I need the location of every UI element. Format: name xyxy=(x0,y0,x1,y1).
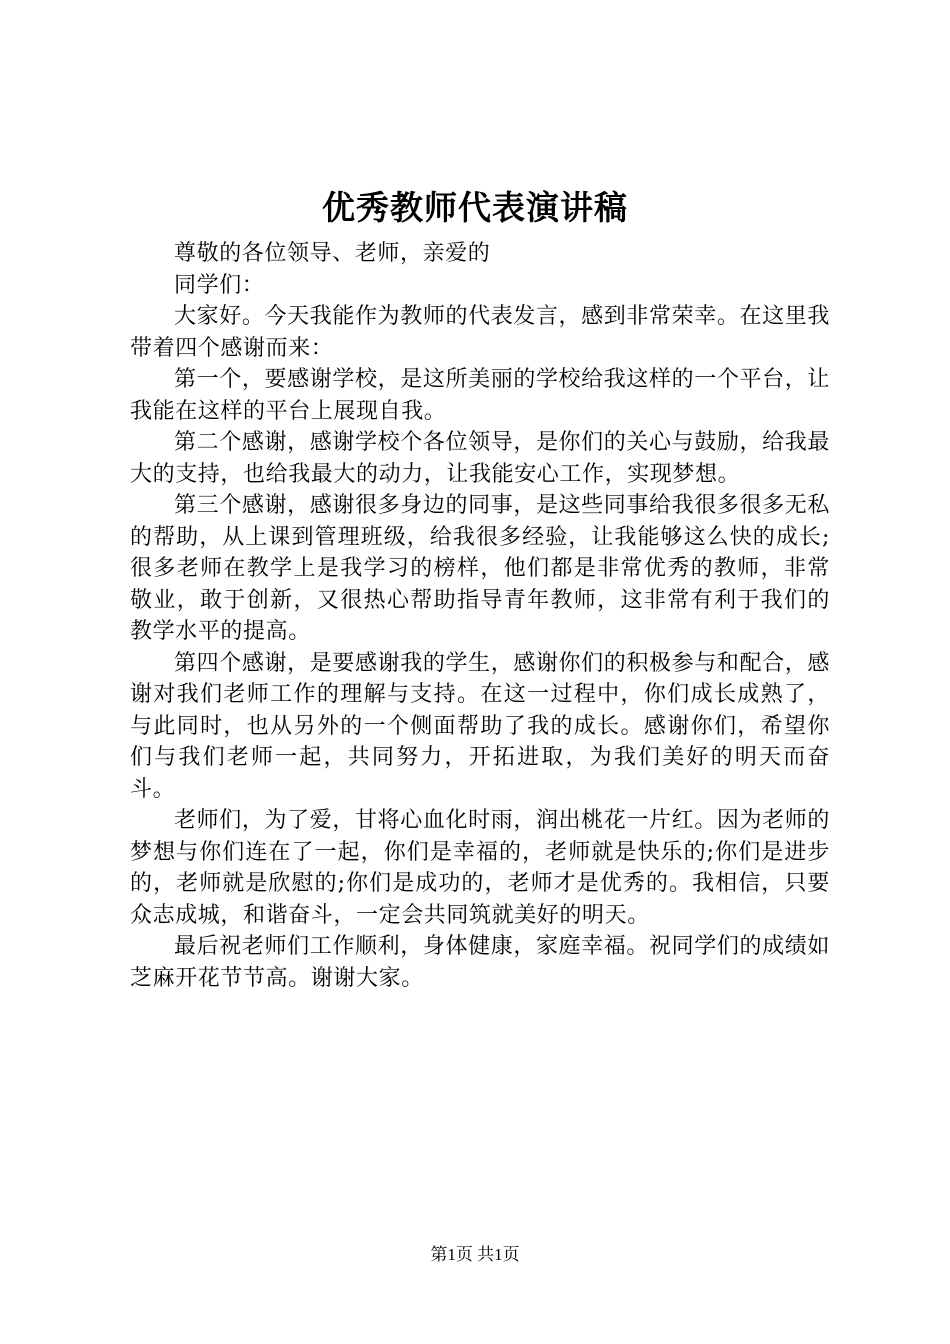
paragraph-thanks-leaders: 第二个感谢，感谢学校个各位领导，是你们的关心与鼓励，给我最大的支持，也给我最大的动力，让我能安心工作，实现梦想。 xyxy=(130,430,830,487)
document-title: 优秀教师代表演讲稿 xyxy=(322,188,628,227)
paragraph-salutation-continued: 同学们： xyxy=(174,272,265,298)
paragraph-greeting: 大家好。今天我能作为教师的代表发言，感到非常荣幸。在这里我带着四个感谢而来： xyxy=(130,304,830,361)
paragraph-thanks-school: 第一个，要感谢学校，是这所美丽的学校给我这样的一个平台，让我能在这样的平台上展现自我。 xyxy=(130,367,830,424)
paragraph-teachers: 老师们，为了爱，甘将心血化时雨，润出桃花一片红。因为老师的梦想与你们连在了一起，你们是幸福的，老师就是快乐的;你们是进步的，老师就是欣慰的;你们是成功的，老师才是优秀的。我相信，只要众志成城，和谐奋斗，一定会共同筑就美好的明天。 xyxy=(130,808,830,928)
paragraph-thanks-colleagues: 第三个感谢，感谢很多身边的同事，是这些同事给我很多很多无私的帮助，从上课到管理班级，给我很多经验，让我能够这么快的成长;很多老师在教学上是我学习的榜样，他们都是非常优秀的教师，非常敬业，敢于创新，又很热心帮助指导青年教师，这非常有利于我们的教学水平的提高。 xyxy=(130,493,830,644)
page-footer: 第1页 共1页 xyxy=(430,1245,520,1264)
paragraph-thanks-students: 第四个感谢，是要感谢我的学生，感谢你们的积极参与和配合，感谢对我们老师工作的理解与支持。在这一过程中，你们成长成熟了，与此同时，也从另外的一个侧面帮助了我的成长。感谢你们，希望你们与我们老师一起，共同努力，开拓进取，为我们美好的明天而奋斗。 xyxy=(130,650,830,802)
paragraph-salutation: 尊敬的各位领导、老师，亲爱的 xyxy=(174,241,491,266)
paragraph-closing: 最后祝老师们工作顺利，身体健康，家庭幸福。祝同学们的成绩如芝麻开花节节高。谢谢大家。 xyxy=(130,934,830,991)
document-body xyxy=(130,238,830,994)
